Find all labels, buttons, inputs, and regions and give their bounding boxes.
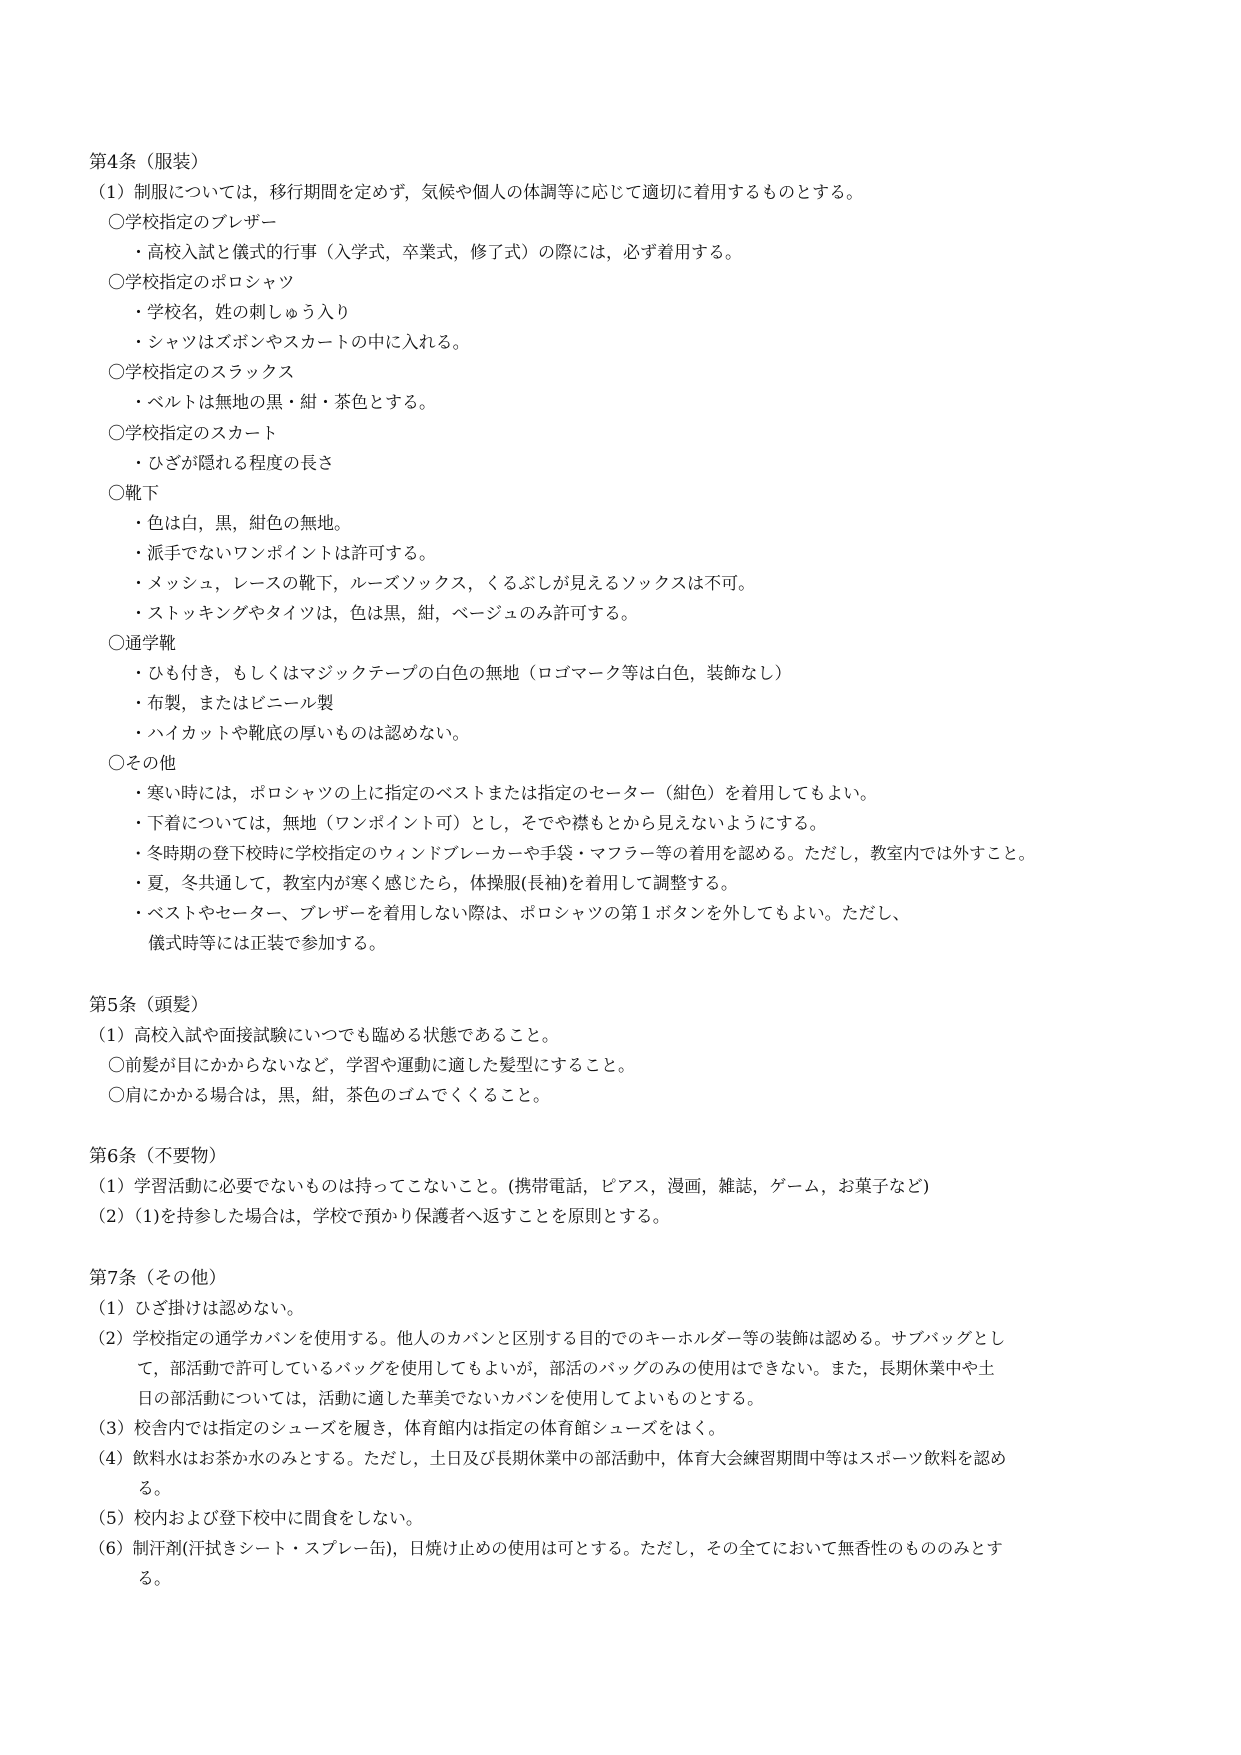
shoes-item: ・ひも付き，もしくはマジックテープの白色の無地（ロゴマーク等は白色，装飾なし）	[130, 664, 792, 684]
blazer-item: ・高校入試と儀式的行事（入学式，卒業式，修了式）の際には，必ず着用する。	[130, 243, 742, 263]
slacks-item: ・ベルトは無地の黒・紺・茶色とする。	[130, 393, 436, 413]
article-4-clause-1: （1）制服については，移行期間を定めず，気候や個人の体調等に応じて適切に着用するものとする。	[89, 183, 864, 203]
article-7-clause-2: （2）学校指定の通学カバンを使用する。他人のカバンと区別する目的でのキーホルダー等の装飾は認める。サブバッグとし	[89, 1329, 1006, 1348]
article-7-clause-2-continued: 日の部活動については，活動に適した華美でないカバンを使用してよいものとする。	[137, 1389, 764, 1408]
article-7-clause-4-continued: る。	[137, 1479, 171, 1499]
other-item: ・ベストやセーター、ブレザーを着用しない際は、ポロシャツの第１ボタンを外してもよい。ただし、	[130, 904, 910, 924]
polo-heading: 〇学校指定のポロシャツ	[108, 273, 295, 293]
shoes-heading: 〇通学靴	[108, 634, 176, 654]
hair-item: 〇前髪が目にかからないなど，学習や運動に適した髪型にすること。	[108, 1056, 635, 1076]
article-6-clause-1: （1）学習活動に必要でないものは持ってこないこと。(携帯電話，ピアス，漫画，雑誌，ゲーム，お菓子など)	[89, 1177, 930, 1197]
socks-item: ・色は白，黒，紺色の無地。	[130, 514, 351, 534]
other-item: ・下着については，無地（ワンポイント可）とし，そでや襟もとから見えないようにする。	[130, 814, 827, 834]
blazer-heading: 〇学校指定のブレザー	[108, 213, 278, 233]
article-5-clause-1: （1）高校入試や面接試験にいつでも臨める状態であること。	[89, 1026, 559, 1046]
slacks-heading: 〇学校指定のスラックス	[108, 363, 295, 383]
article-7-clause-1: （1）ひざ掛けは認めない。	[89, 1299, 304, 1319]
skirt-item: ・ひざが隠れる程度の長さ	[130, 454, 334, 474]
article-7-clause-2-continued: て，部活動で許可しているバッグを使用してもよいが，部活のバッグのみの使用はできない。また，長期休業中や土	[137, 1359, 995, 1378]
article-6-title: 第6条（不要物）	[89, 1146, 227, 1167]
hair-item: 〇肩にかかる場合は，黒，紺，茶色のゴムでくくること。	[108, 1086, 550, 1106]
article-7-clause-6-continued: る。	[137, 1569, 171, 1589]
article-7-clause-3: （3）校舎内では指定のシューズを履き，体育館内は指定の体育館シューズをはく。	[89, 1419, 726, 1439]
other-item-continued: 儀式時等には正装で参加する。	[148, 934, 386, 954]
shoes-item: ・ハイカットや靴底の厚いものは認めない。	[130, 724, 470, 744]
skirt-heading: 〇学校指定のスカート	[108, 424, 278, 444]
other-item: ・夏，冬共通して，教室内が寒く感じたら，体操服(長袖)を着用して調整する。	[130, 874, 738, 894]
article-7-clause-4: （4）飲料水はお茶か水のみとする。ただし，土日及び長期休業中の部活動中，体育大会練習期間中等はスポーツ飲料を認め	[89, 1449, 1007, 1468]
socks-item: ・メッシュ，レースの靴下，ルーズソックス，くるぶしが見えるソックスは不可。	[130, 574, 756, 594]
socks-heading: 〇靴下	[108, 484, 159, 504]
other-item: ・冬時期の登下校時に学校指定のウィンドブレーカーや手袋・マフラー等の着用を認める。ただし，教室内では外すこと。	[130, 844, 1036, 863]
article-4-title: 第4条（服装）	[89, 152, 209, 173]
shoes-item: ・布製，またはビニール製	[130, 694, 334, 714]
polo-item: ・シャツはズボンやスカートの中に入れる。	[130, 333, 470, 353]
polo-item: ・学校名，姓の刺しゅう入り	[130, 303, 351, 323]
other-heading: 〇その他	[108, 754, 176, 774]
socks-item: ・ストッキングやタイツは，色は黒，紺，ベージュのみ許可する。	[130, 604, 638, 624]
socks-item: ・派手でないワンポイントは許可する。	[130, 544, 436, 564]
article-6-clause-2: （2）（1)を持参した場合は，学校で預かり保護者へ返すことを原則とする。	[89, 1207, 670, 1227]
other-item: ・寒い時には，ポロシャツの上に指定のベストまたは指定のセーター（紺色）を着用してもよい。	[130, 784, 877, 804]
article-7-clause-5: （5）校内および登下校中に間食をしない。	[89, 1509, 423, 1529]
article-7-title: 第7条（その他）	[89, 1268, 227, 1289]
article-5-title: 第5条（頭髪）	[89, 995, 209, 1016]
article-7-clause-6: （6）制汗剤(汗拭きシート・スプレー缶)，日焼け止めの使用は可とする。ただし，その全てにおいて無香性のもののみとす	[89, 1539, 1003, 1558]
